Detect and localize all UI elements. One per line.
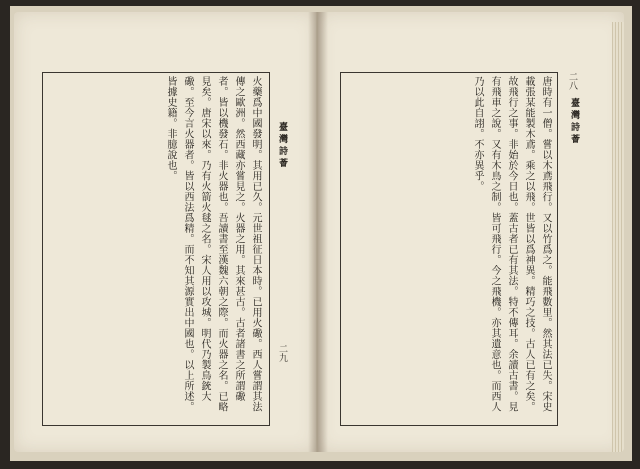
page-number: 二九	[277, 344, 287, 362]
page-edges	[612, 22, 624, 452]
right-page	[318, 12, 624, 452]
running-header: 臺灣詩薈	[569, 98, 579, 146]
running-header: 臺灣詩薈	[277, 122, 287, 170]
open-book	[10, 6, 632, 461]
book-gutter	[308, 12, 328, 452]
left-page	[14, 12, 316, 452]
page-number: 二八	[567, 72, 577, 90]
body-text: 火藥爲中國發明。其用已久。元世祖征日本時。已用火礮。西人嘗謂其法傳之歐洲。然西藏亦嘗見之。火器之用。其來甚古。古者諸書之所謂礮者。皆以機發石。非火器也。吾讀書至漢魏六朝之際。而火器之名。已略見矣。唐宋以來。乃有火箭火毬之名。宋人用以攻城。明代乃製鳥銃大礮。至今言火器者。皆以西法爲精。而不知其源實出中國也。以上所述。皆據史籍。非臆說也。	[165, 76, 261, 412]
body-text: 唐時有一僧。嘗以木鳶飛行。又以竹爲之。能飛數里。然其法已失。宋史載張某能製木鳶。乘之以飛。世皆以爲神異。精巧之技。古人已有之矣。故飛行之事。非始於今日也。蓋古者已有其法。特不傳耳。余讀古書。見有飛車之說。又有木鳥之制。皆可飛行。今之飛機。亦其遺意也。而西人乃以此自詡。不亦異乎。	[472, 76, 551, 412]
